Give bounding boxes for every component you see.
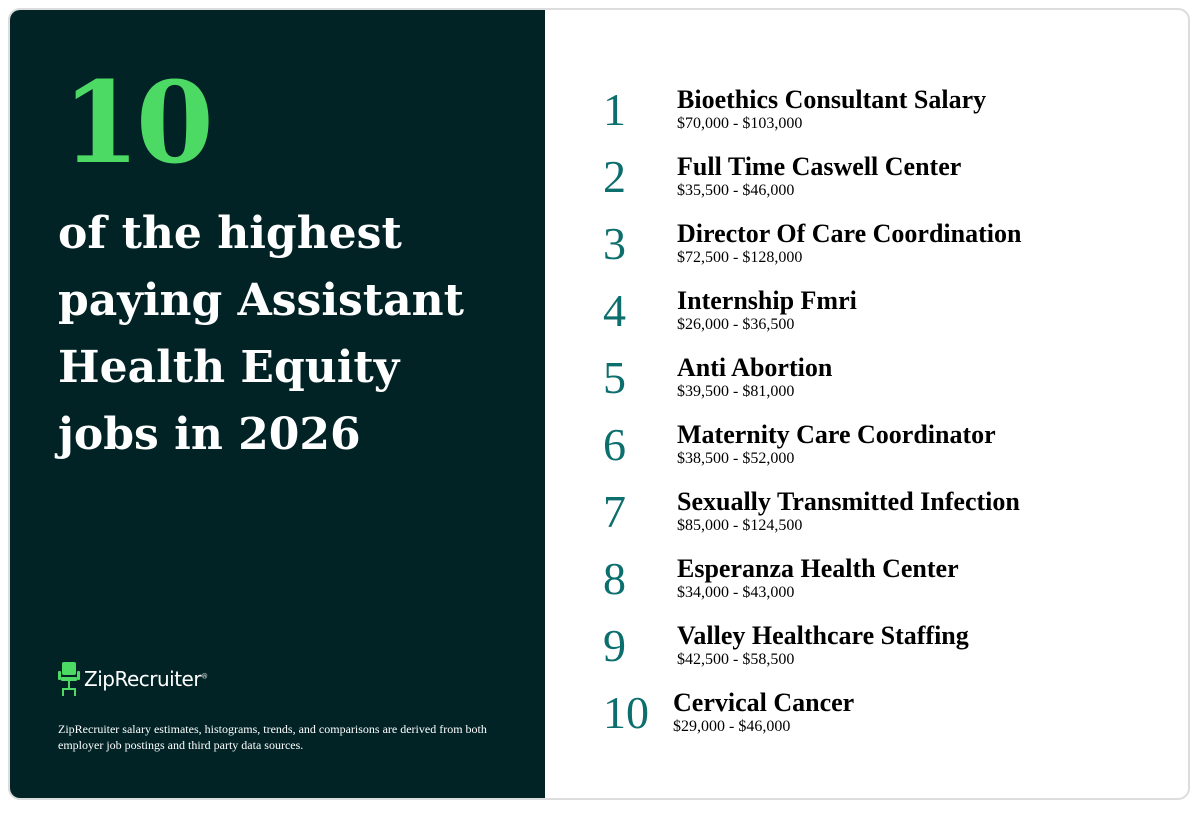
job-title: Valley Healthcare Staffing [677,621,969,650]
job-title: Maternity Care Coordinator [677,420,996,449]
job-item[interactable] [603,353,1163,413]
hero-count: 10 [62,58,210,189]
job-rank: 3 [603,218,626,269]
job-salary: $38,500 - $52,000 [677,450,795,467]
job-item[interactable] [603,487,1163,547]
job-item[interactable] [603,286,1163,346]
job-title: Bioethics Consultant Salary [677,85,987,114]
job-rank: 7 [603,486,626,537]
job-item[interactable] [603,621,1163,681]
job-rank: 10 [603,687,649,738]
job-salary: $70,000 - $103,000 [677,115,803,132]
ziprecruiter-logo[interactable] [58,661,208,697]
job-salary: $35,500 - $46,000 [677,182,795,199]
job-salary: $34,000 - $43,000 [677,584,795,601]
job-salary: $42,500 - $58,500 [677,651,795,668]
job-rank: 1 [603,84,626,135]
job-title: Director Of Care Coordination [677,219,1022,248]
job-salary: $72,500 - $128,000 [677,249,803,266]
job-rank: 6 [603,419,626,470]
job-item[interactable] [603,688,1163,748]
jobs-list [545,10,1188,798]
job-rank: 5 [603,352,626,403]
job-item[interactable] [603,420,1163,480]
job-rank: 8 [603,553,626,604]
job-title: Internship Fmri [677,286,857,315]
job-rank: 4 [603,285,626,336]
chair-icon [58,662,80,696]
hero-panel [10,10,545,798]
job-title: Cervical Cancer [673,688,855,717]
hero-headline: of the highest paying Assistant Health Equity jobs in 2026 [58,208,464,460]
salary-card [8,8,1190,800]
job-item[interactable] [603,554,1163,614]
job-title: Anti Abortion [677,353,833,382]
disclaimer-text: ZipRecruiter salary estimates, histograms, trends, and comparisons are derived from both employer job postings and third party data sources. [58,722,487,752]
brand-name: ZipRecruiter® [84,667,208,691]
job-title: Sexually Transmitted Infection [677,487,1020,516]
job-title: Esperanza Health Center [677,554,959,583]
job-rank: 9 [603,620,626,671]
job-item[interactable] [603,152,1163,212]
job-salary: $26,000 - $36,500 [677,316,795,333]
job-salary: $85,000 - $124,500 [677,517,803,534]
job-item[interactable] [603,219,1163,279]
job-item[interactable] [603,85,1163,145]
registered-mark: ® [201,672,208,681]
job-rank: 2 [603,151,626,202]
job-salary: $39,500 - $81,000 [677,383,795,400]
job-title: Full Time Caswell Center [677,152,962,181]
job-salary: $29,000 - $46,000 [673,718,791,735]
